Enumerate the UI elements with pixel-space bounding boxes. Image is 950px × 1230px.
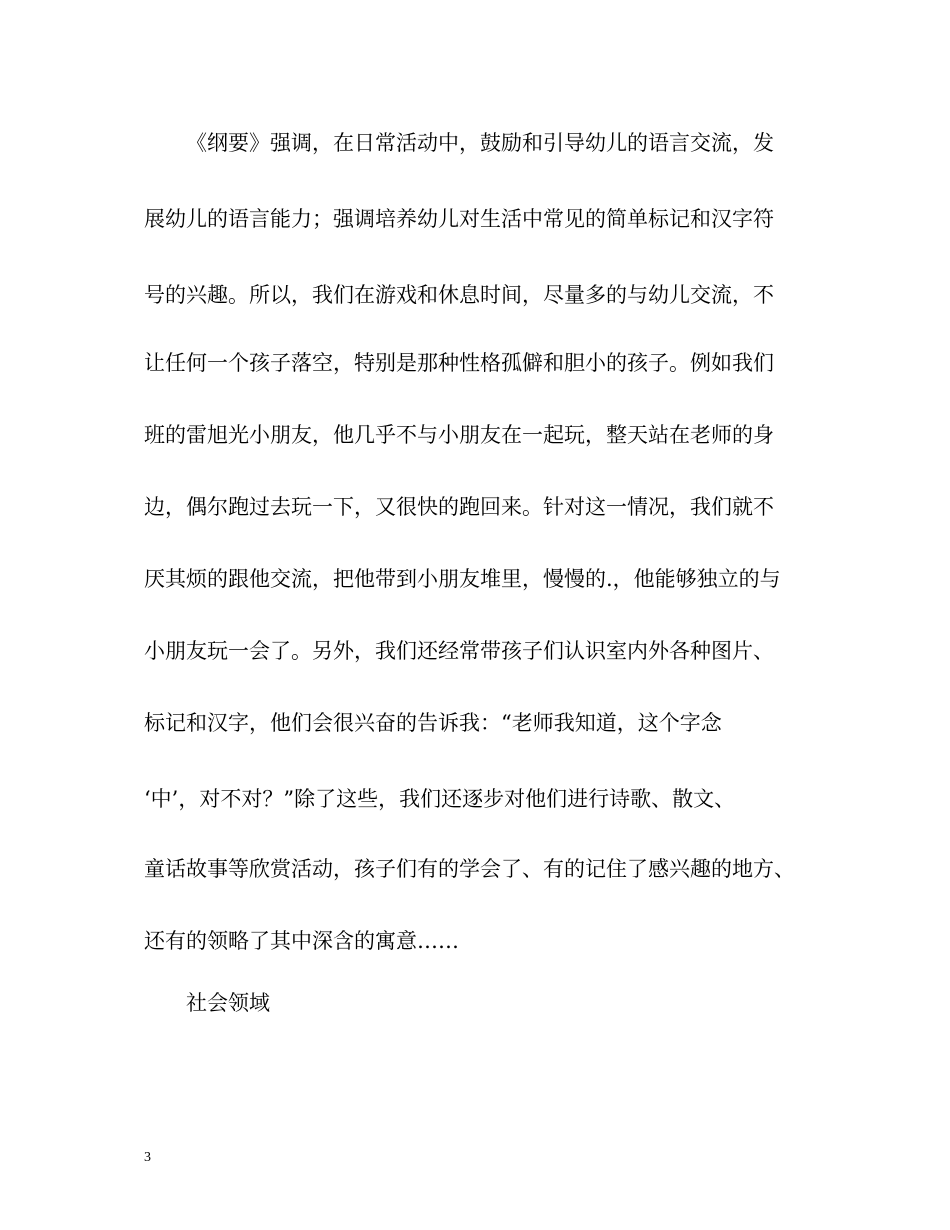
paragraph-line: 童话故事等欣赏活动，孩子们有的学会了、有的记住了感兴趣的地方、 (144, 857, 795, 881)
section-heading: 社会领域 (186, 991, 270, 1015)
paragraph-line: ‘中’，对不对？”除了这些，我们还逐步对他们进行诗歌、散文、 (144, 787, 736, 811)
page-number: 3 (144, 1150, 151, 1165)
paragraph-line: 让任何一个孩子落空，特别是那种性格孤僻和胆小的孩子。例如我们 (144, 351, 774, 375)
paragraph-line: 厌其烦的跟他交流，把他带到小朋友堆里，慢慢的.，他能够独立的与 (144, 567, 781, 591)
paragraph-line: 班的雷旭光小朋友，他几乎不与小朋友在一起玩，整天站在老师的身 (144, 423, 774, 447)
paragraph-line: 边，偶尔跑过去玩一下，又很快的跑回来。针对这一情况，我们就不 (144, 495, 774, 519)
paragraph-line: 标记和汉字，他们会很兴奋的告诉我：“老师我知道，这个字念 (144, 711, 722, 735)
paragraph-line: 《纲要》强调，在日常活动中，鼓励和引导幼儿的语言交流，发 (186, 131, 774, 155)
paragraph-line: 还有的领略了其中深含的寓意…… (144, 929, 459, 953)
paragraph-line: 小朋友玩一会了。另外，我们还经常带孩子们认识室内外各种图片、 (144, 639, 774, 663)
paragraph-line: 展幼儿的语言能力；强调培养幼儿对生活中常见的简单标记和汉字符 (144, 207, 774, 231)
paragraph-line: 号的兴趣。所以，我们在游戏和休息时间，尽量多的与幼儿交流，不 (144, 283, 774, 307)
